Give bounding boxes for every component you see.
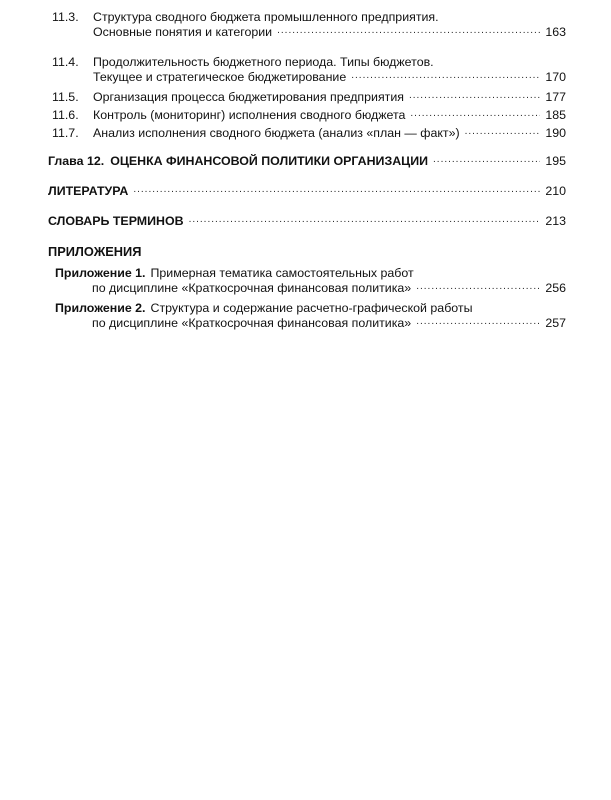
section-title-line1: Структура сводного бюджета промышленного предприятия. [93, 10, 439, 24]
appendices-heading: ПРИЛОЖЕНИЯ [48, 244, 142, 259]
page-number: 195 [545, 154, 566, 168]
section-title-line2: Основные понятия и категории [93, 25, 273, 39]
dot-leader [409, 90, 540, 105]
dot-leader [133, 184, 540, 199]
section-title-line2: Текущее и стратегическое бюджетирование [93, 70, 347, 84]
appendix-title-line2: по дисциплине «Краткосрочная финансовая политика» [92, 281, 412, 295]
page-number: 163 [545, 25, 566, 39]
dot-leader [351, 70, 540, 85]
dot-leader [189, 214, 541, 229]
toc-entry-11-7 [52, 126, 566, 141]
toc-entry-appendix-2 [55, 301, 566, 331]
chapter-label: Глава 12. [48, 154, 105, 168]
toc-entry-11-3 [52, 10, 566, 40]
appendix-title-line1: Примерная тематика самостоятельных работ [150, 266, 414, 280]
toc-entry-literature [48, 184, 566, 199]
page-number: 177 [545, 90, 566, 104]
page-number: 190 [545, 126, 566, 140]
page-number: 210 [545, 184, 566, 198]
toc-entry-11-5 [52, 90, 566, 105]
section-title: Организация процесса бюджетирования предприятия [93, 90, 404, 104]
dot-leader [433, 154, 540, 169]
section-number: 11.5. [52, 90, 79, 104]
page-number: 257 [545, 316, 566, 330]
dot-leader [277, 25, 540, 40]
section-number: 11.6. [52, 108, 79, 122]
literature-title: ЛИТЕРАТУРА [48, 184, 129, 198]
section-number: 11.4. [52, 55, 79, 69]
section-title: Анализ исполнения сводного бюджета (анализ «план — факт») [93, 126, 460, 140]
page-number: 213 [545, 214, 566, 228]
dot-leader [410, 108, 540, 123]
section-number: 11.7. [52, 126, 79, 140]
glossary-title: СЛОВАРЬ ТЕРМИНОВ [48, 214, 184, 228]
toc-entry-11-6 [52, 108, 566, 123]
page-number: 170 [545, 70, 566, 84]
toc-entry-chapter-12 [48, 154, 566, 169]
section-title: Контроль (мониторинг) исполнения сводного бюджета [93, 108, 406, 122]
page-number: 185 [545, 108, 566, 122]
page-number: 256 [545, 281, 566, 295]
chapter-title: ОЦЕНКА ФИНАНСОВОЙ ПОЛИТИКИ ОРГАНИЗАЦИИ [110, 154, 429, 168]
toc-entry-glossary [48, 214, 566, 229]
toc-entry-appendix-1 [55, 266, 566, 296]
appendix-title-line2: по дисциплине «Краткосрочная финансовая политика» [92, 316, 412, 330]
appendix-title-line1: Структура и содержание расчетно-графической работы [150, 301, 473, 315]
dot-leader [465, 126, 541, 141]
toc-entry-11-4 [52, 55, 566, 85]
dot-leader [416, 316, 540, 331]
appendix-label: Приложение 1. [55, 266, 146, 280]
section-number: 11.3. [52, 10, 79, 24]
section-title-line1: Продолжительность бюджетного периода. Типы бюджетов. [93, 55, 434, 69]
appendix-label: Приложение 2. [55, 301, 146, 315]
dot-leader [416, 281, 540, 296]
